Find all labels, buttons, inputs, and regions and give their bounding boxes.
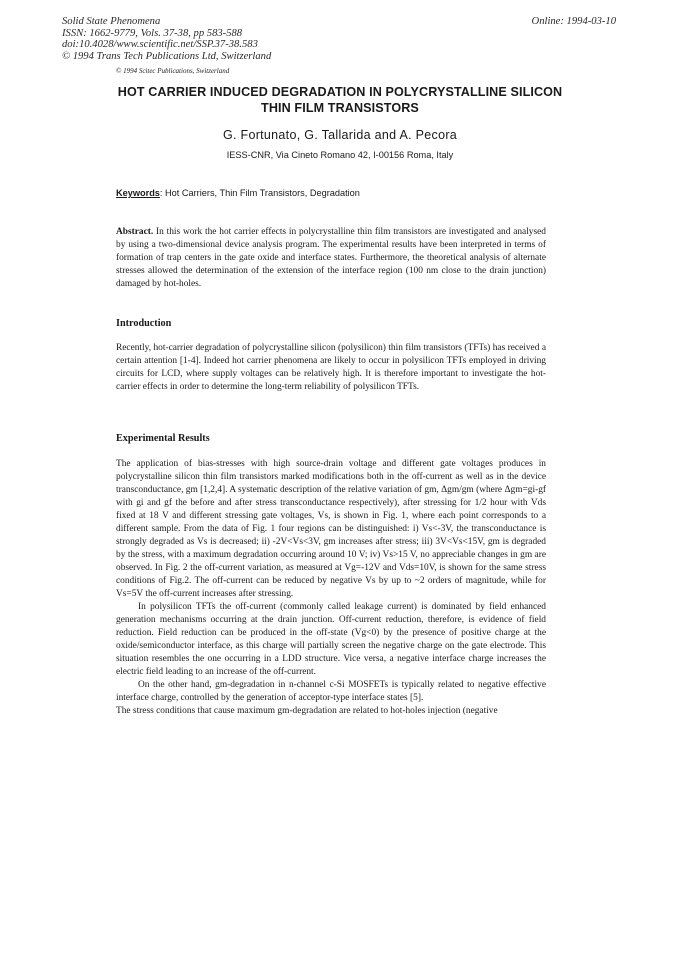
experimental-body: [116, 458, 546, 718]
keywords-label: Keywords: [116, 188, 160, 198]
journal-doi[interactable]: doi:10.4028/www.scientific.net/SSP.37-38.583: [62, 39, 258, 51]
experimental-paragraph-4: The stress conditions that cause maximum gm-degradation are related to hot-holes injection (negative: [116, 706, 498, 716]
journal-name: Solid State Phenomena: [62, 16, 161, 27]
journal-copyright: © 1994 Trans Tech Publications Ltd, Switzerland: [62, 50, 272, 62]
affiliation: IESS-CNR, Via Cineto Romano 42, I-00156 Roma, Italy: [226, 150, 454, 160]
experimental-heading: Experimental Results: [116, 433, 210, 444]
journal-issn: ISSN: 1662-9779, Vols. 37-38, pp 583-588: [62, 27, 243, 39]
introduction-heading: Introduction: [116, 318, 172, 329]
authors: G. Fortunato, G. Tallarida and A. Pecora: [222, 128, 458, 142]
introduction-paragraph: Recently, hot-carrier degradation of polycrystalline silicon (polysilicon) thin film transistors (TFTs) has received a certain attention [1-4]. Indeed hot carrier phenomena are likely to occur in polysilicon TFTs employed in driving circuits for LCD, where supply voltages can be relatively high. It is therefore important to investigate the hot-carrier effects in order to determine the long-term reliability of polysilicon TFTs.: [116, 343, 546, 392]
title-line-2: THIN FILM TRANSISTORS: [261, 101, 419, 115]
title-line-1: HOT CARRIER INDUCED DEGRADATION IN POLYCRYSTALLINE SILICON: [117, 85, 563, 99]
experimental-paragraph-1: The application of bias-stresses with high source-drain voltage and different gate voltages produces in polycrystalline silicon thin film transistors marked modifications both in the off-current as well as in the device transconductance, gm [1,2,4]. A systematic description of the relative variation of gm, Δgm/gm (where Δgm=gi-gf with gi and gf the before and after stress transconductance respectively), after stressing for 1/2 hour with Vds fixed at 18 V and different stressing gate voltages, Vs, is shown in Fig. 1, where each point corresponds to a different sample. From the data of Fig. 1 four regions can be distinguished: i) Vs<-3V, the transconductance is strongly degraded as Vs is decreased; ii) -2V<Vs<3V, gm increases after stress; iii) 3V<Vs<15V, gm is degraded by the stress, with a maximum degradation occurring around 10 V; iv) Vs>15 V, no appreciable changes in gm are observed. In Fig. 2 the off-current variation, as measured at Vg=-12V and Vds=10V, is shown for the same stress conditions of Fig.2. The off-current can be reduced by negative Vs by up to ~2 orders of magnitude, while for Vs=5V the off-current increases after stressing.: [116, 459, 546, 599]
abstract-label: Abstract.: [116, 227, 154, 237]
keywords: [116, 188, 360, 198]
online-date: Online: 1994-03-10: [531, 16, 616, 27]
abstract: [116, 226, 546, 291]
journal-header: [62, 16, 271, 62]
experimental-paragraph-3: On the other hand, gm-degradation in n-channel c-Si MOSFETs is typically related to negative effective interface charge, controlled by the generation of acceptor-type interface states [5].: [116, 680, 546, 703]
keywords-text: : Hot Carriers, Thin Film Transistors, Degradation: [159, 188, 360, 198]
experimental-paragraph-2: In polysilicon TFTs the off-current (commonly called leakage current) is dominated by field enhanced generation mechanisms occurring at the drain junction. Off-current reduction, therefore, is evidence of field reduction. Field reduction can be produced in the off-state (Vg<0) by the presence of positive charge at the oxide/semiconductor interface, as this charge will partially screen the negative charge on the gate electrode. This situation resembles the one occurring in a LDD structure. Vice versa, a negative interface charge increases the electric field leading to an increase of the off-current.: [116, 602, 546, 677]
paper-title: [80, 84, 600, 116]
introduction-body: [116, 342, 546, 394]
scitec-copyright: © 1994 Scitec Publications, Switzerland: [116, 67, 230, 75]
abstract-text: In this work the hot carrier effects in polycrystalline thin film transistors are investigated and analysed by using a two-dimensional device analysis program. The experimental results have been interpreted in terms of formation of trap centers in the gate oxide and interface states. Furthermore, the theoretical analysis of alternate stresses allowed the determination of the extension of the interface region (100 nm close to the drain junction) damaged by hot-holes.: [116, 227, 546, 289]
